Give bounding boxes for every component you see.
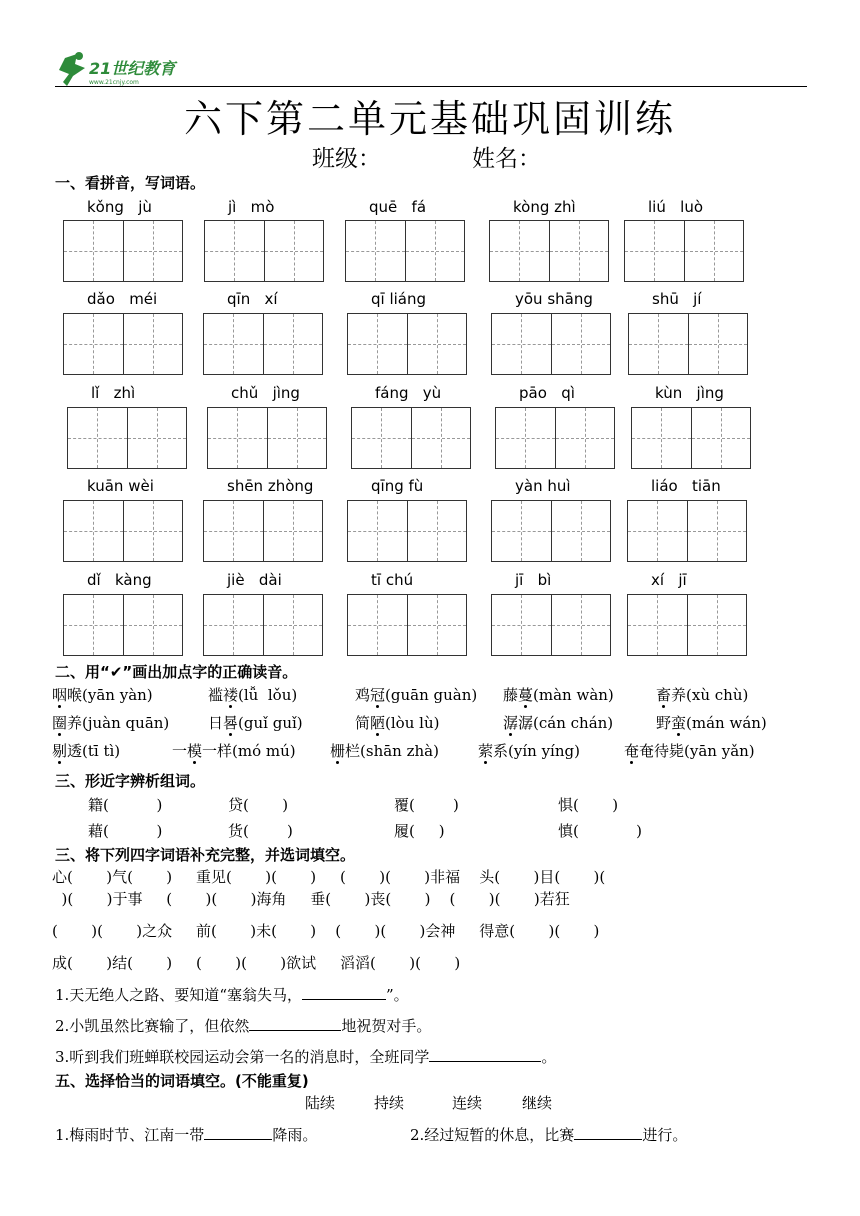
tianzige-box[interactable] [628,313,748,375]
tianzige-box[interactable] [63,313,183,375]
pinyin-label: jī bì [515,571,552,589]
pinyin-label: qī liáng [371,290,427,308]
similar-char-row-1-a: 籍( ) [88,796,163,814]
similar-char-row-2-b: 货( ) [228,822,293,840]
pinyin-label: jiè dài [227,571,282,589]
header-divider [55,86,807,87]
pinyin-label: qīn xí [227,290,278,308]
tianzige-box[interactable] [627,500,747,562]
pinyin-label: tī chú [371,571,414,589]
tianzige-box[interactable] [624,220,744,282]
tianzige-box[interactable] [495,407,615,469]
pinyin-label: pāo qì [519,384,575,402]
pronunciation-item[interactable]: 简陋(lòu lù) [355,714,440,732]
pinyin-label: shēn zhòng [227,477,314,495]
tianzige-box[interactable] [63,220,183,282]
pronunciation-item[interactable]: 鸡冠(guān guàn) [355,686,478,704]
pinyin-label: kòng zhì [513,198,576,216]
pinyin-label: dǎo méi [87,290,158,308]
fill-sentence-3: 3.听到我们班蝉联校园运动会第一名的消息时，全班同学 。 [55,1048,557,1066]
section-4-title: 三、将下列四字词语补充完整，并选词填空。 [55,846,356,864]
pinyin-label: liáo tiān [651,477,721,495]
similar-char-row-1-b: 贷( ) [228,796,289,814]
pinyin-label: yōu shāng [515,290,593,308]
pinyin-label: liú luò [648,198,703,216]
tianzige-box[interactable] [63,594,183,656]
logo-image [55,50,185,90]
pinyin-label: lǐ zhì [91,384,136,402]
page-title: 六下第二单元基础巩固训练 [183,97,676,141]
tianzige-box[interactable] [203,313,323,375]
pinyin-label: quē fá [369,198,427,216]
pinyin-label: dǐ kàng [87,571,152,589]
similar-char-row-2-a: 藉( ) [88,822,163,840]
section-1-title: 一、看拼音，写词语。 [55,174,206,192]
tianzige-box[interactable] [203,594,323,656]
idiom-line-2: )( )于事 ( )( )海角 垂( )丧( ) ( )( )若狂 [52,890,570,908]
class-label: 班级： [312,146,381,172]
tianzige-box[interactable] [204,220,324,282]
tianzige-box[interactable] [491,594,611,656]
pinyin-label: jì mò [228,198,275,216]
pinyin-label: fáng yù [375,384,442,402]
tianzige-box[interactable] [347,594,467,656]
pronunciation-item[interactable]: 奄奄待毙(yān yǎn) [624,742,755,760]
pronunciation-item[interactable]: 褴褛(lǚ lǒu) [208,686,298,704]
pinyin-label: xí jī [651,571,687,589]
word-choice-2: 持续 [374,1094,405,1112]
pronunciation-item[interactable]: 潺潺(cán chán) [503,714,614,732]
idiom-line-3: ( )( )之众 前( )未( ) ( )( )会神 得意( )( ) [52,922,600,940]
word-choice-4: 继续 [522,1094,553,1112]
section-5-title: 五、选择恰当的词语填空。(不能重复) [55,1072,309,1090]
pinyin-label: chǔ jìng [231,384,300,402]
tianzige-box[interactable] [347,313,467,375]
pronunciation-item[interactable]: 日晷(guǐ guǐ) [208,714,303,732]
pronunciation-item[interactable]: 剔透(tī tì) [52,742,121,760]
name-label: 姓名： [472,146,541,172]
fill-sentence-1: 1.天无绝人之路、要知道“塞翁失马， ”。 [55,986,409,1004]
pronunciation-item[interactable]: 野蛮(mán wán) [656,714,767,732]
tianzige-box[interactable] [631,407,751,469]
similar-char-row-1-d: 惧( ) [558,796,619,814]
idiom-line-1: 心( )气( ) 重见( )( ) ( )( )非福 头( )目( )( [52,868,606,886]
tianzige-box[interactable] [347,500,467,562]
tianzige-box[interactable] [67,407,187,469]
tianzige-box[interactable] [63,500,183,562]
similar-char-row-2-d: 慎( ) [558,822,642,840]
pinyin-label: kùn jìng [655,384,724,402]
pinyin-label: shū jí [652,290,702,308]
tianzige-box[interactable] [491,500,611,562]
section-3-title: 三、形近字辨析组词。 [55,772,206,790]
pronunciation-item[interactable]: 圈养(juàn quān) [52,714,170,732]
pronunciation-item[interactable]: 藤蔓(màn wàn) [503,686,614,704]
similar-char-row-1-c: 覆( ) [394,796,459,814]
tianzige-box[interactable] [489,220,609,282]
word-choice-3: 连续 [452,1094,483,1112]
svg-text:21世纪教育: 21世纪教育 [89,59,176,78]
svg-text:www.21cnjy.com: www.21cnjy.com [89,79,139,86]
similar-char-row-2-c: 履( ) [394,822,445,840]
pinyin-label: kuān wèi [87,477,154,495]
tianzige-box[interactable] [351,407,471,469]
tianzige-box[interactable] [203,500,323,562]
tianzige-box[interactable] [627,594,747,656]
pinyin-label: qīng fù [371,477,424,495]
pinyin-label: kǒng jù [87,198,152,216]
pronunciation-item[interactable]: 萦系(yín yíng) [478,742,580,760]
pronunciation-item[interactable]: 畜养(xù chù) [656,686,749,704]
word-choice-1: 陆续 [305,1094,336,1112]
pinyin-label: yàn huì [515,477,571,495]
choice-question-1: 1.梅雨时节、江南一带 降雨。 [55,1126,318,1144]
pronunciation-item[interactable]: 咽喉(yān yàn) [52,686,153,704]
section-2-title: 二、用“✔”画出加点字的正确读音。 [55,663,298,681]
tianzige-box[interactable] [345,220,465,282]
fill-sentence-2: 2.小凯虽然比赛输了，但依然 地祝贺对手。 [55,1017,432,1035]
tianzige-box[interactable] [207,407,327,469]
pronunciation-item[interactable]: 栅栏(shān zhà) [330,742,439,760]
idiom-line-4: 成( )结( ) ( )( )欲试 滔滔( )( ) [52,954,461,972]
choice-question-2: 2.经过短暂的休息，比赛 进行。 [410,1126,688,1144]
tianzige-box[interactable] [491,313,611,375]
pronunciation-item[interactable]: 一模一样(mó mú) [172,742,296,760]
